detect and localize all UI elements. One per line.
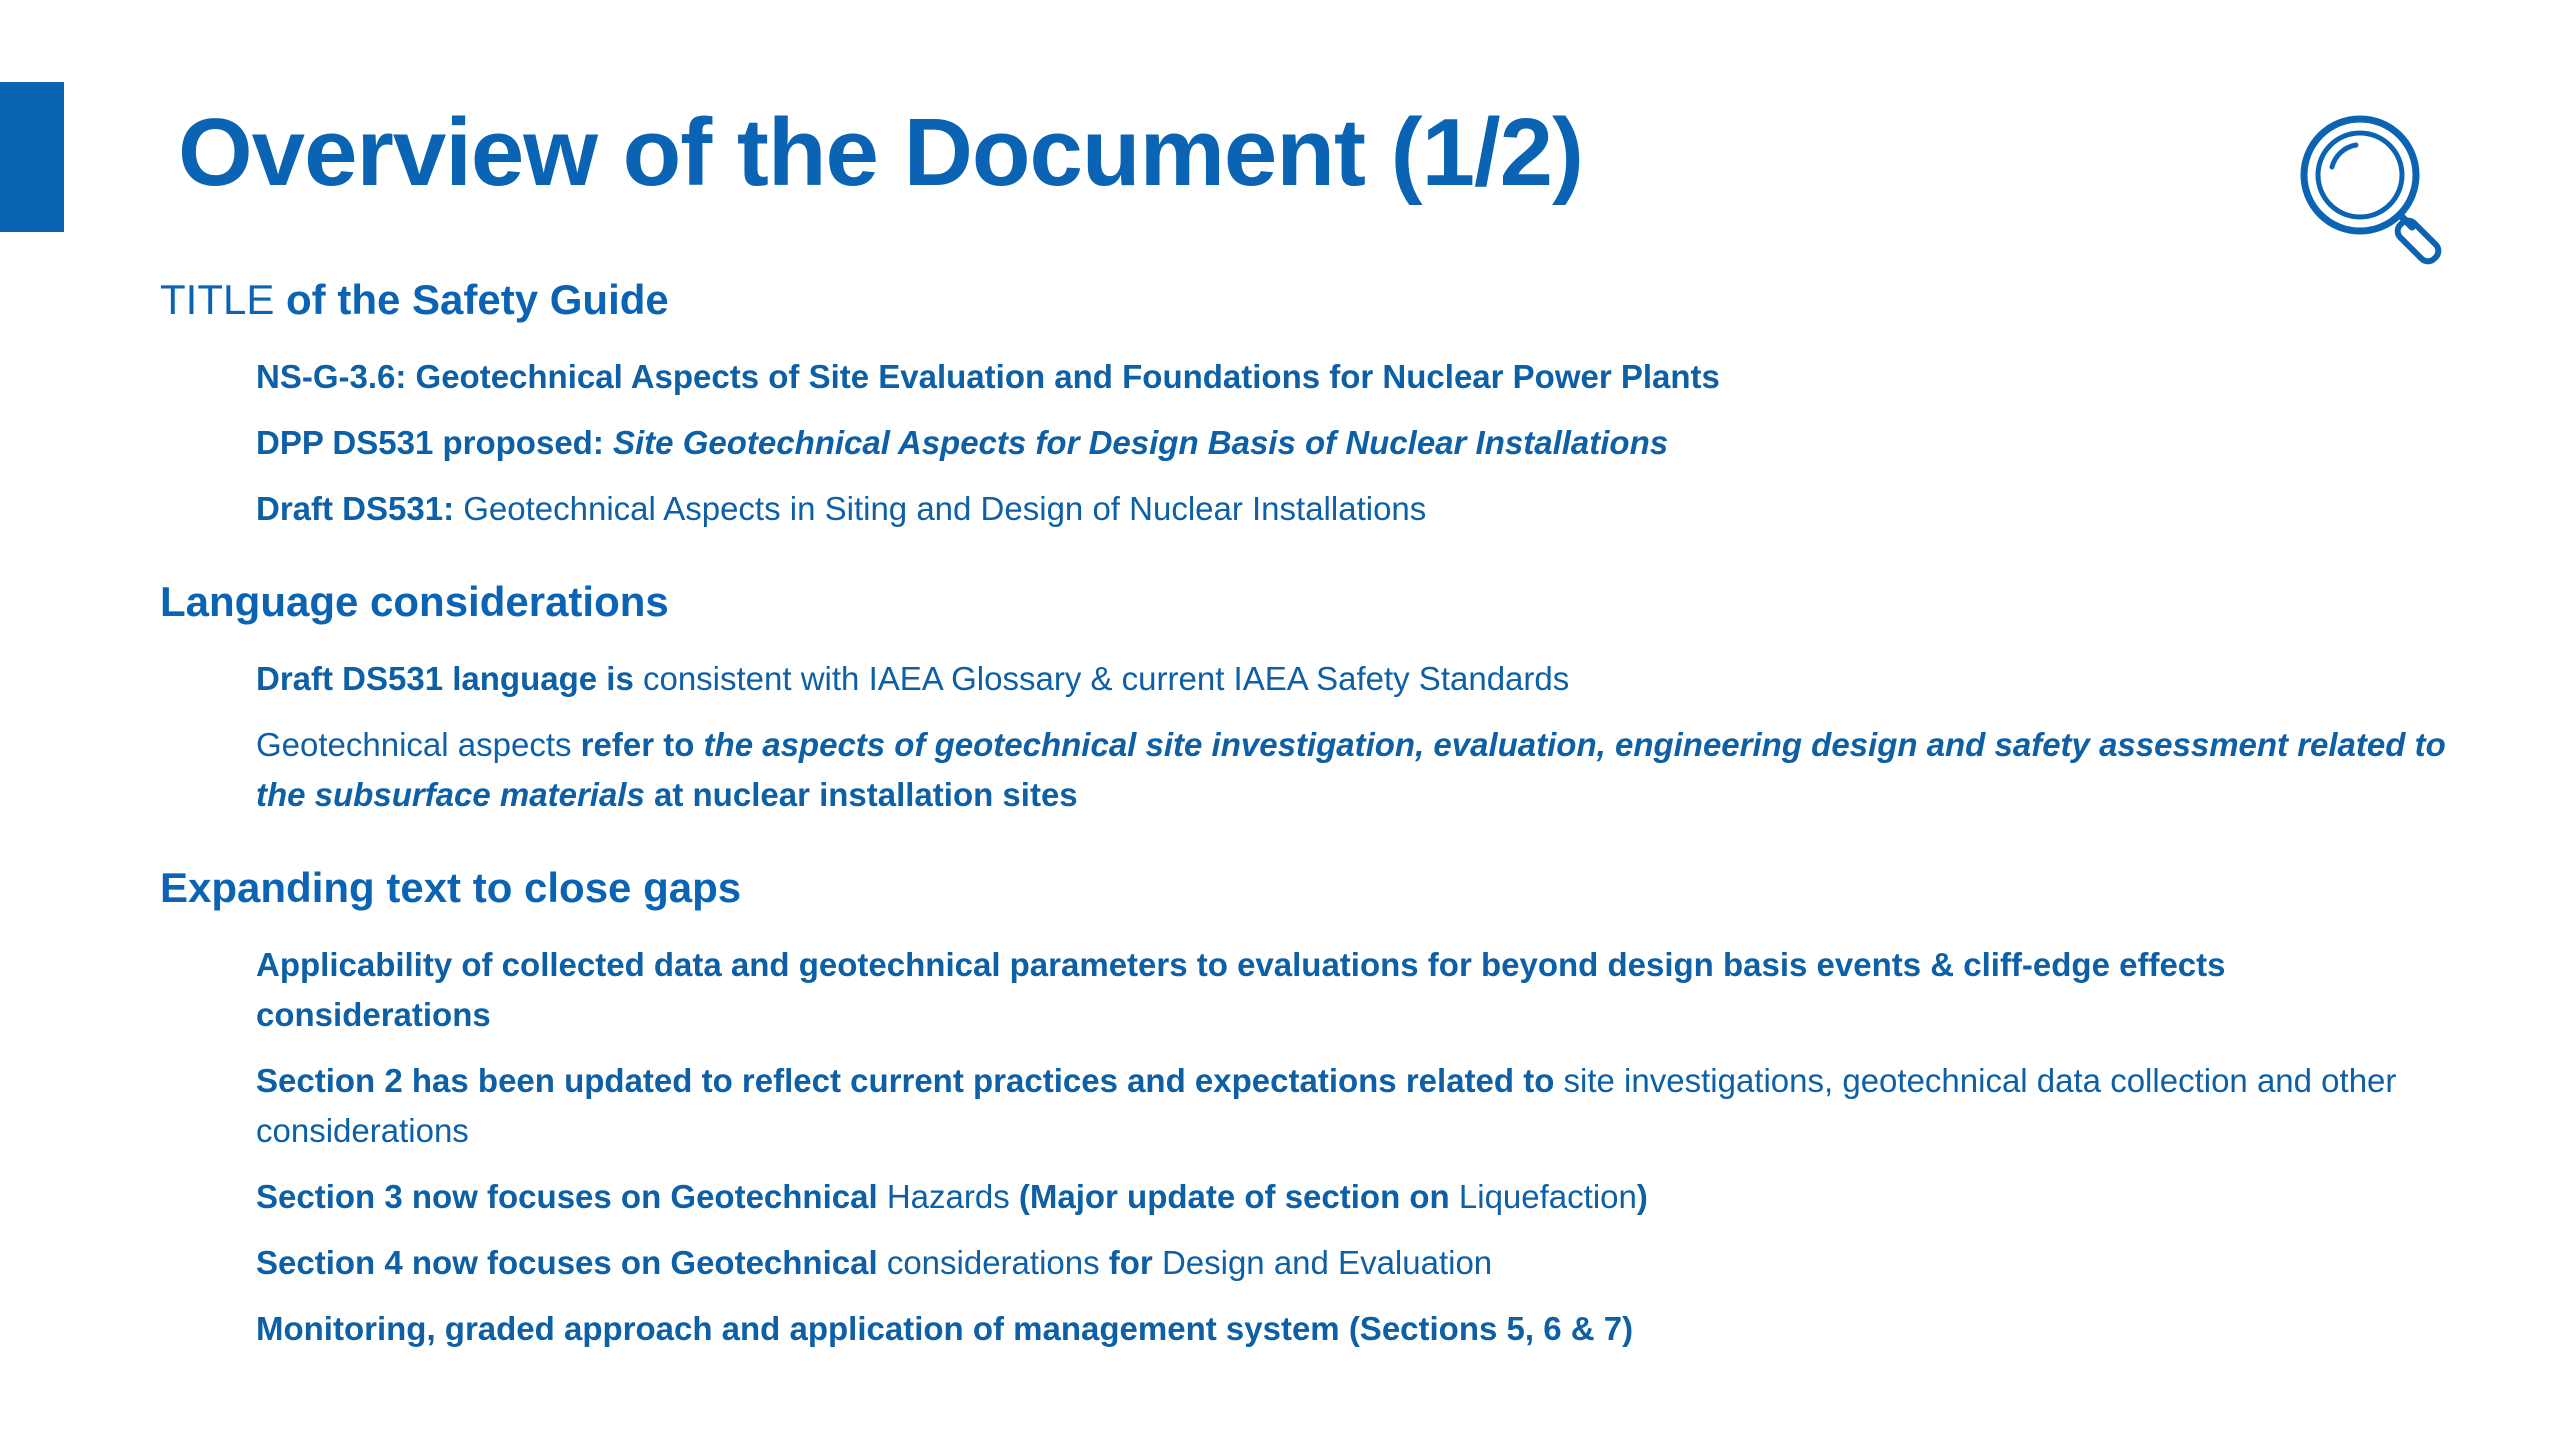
item-text: Geotechnical Aspects in Siting and Design of Nuclear Installations [463, 490, 1427, 527]
list-item [256, 1172, 2460, 1222]
item-text: site investigations, geotechnical data collection and other considerations [256, 1062, 2397, 1149]
content-area [160, 272, 2460, 1370]
section-title-of-safety-guide [160, 272, 2460, 534]
section-heading [160, 272, 2460, 328]
item-text: considerations [886, 1244, 1100, 1281]
item-text: for [1099, 1244, 1162, 1281]
list-item [256, 1056, 2460, 1156]
bullet-list [160, 654, 2460, 820]
item-text: ) [1636, 1178, 1648, 1215]
item-text: Section 4 now focuses on Geotechnical [256, 1244, 887, 1281]
item-text: (Major update of section on [1009, 1178, 1459, 1215]
item-text: Hazards [886, 1178, 1010, 1215]
heading-part: of the Safety Guide [274, 276, 669, 323]
list-item [256, 654, 2460, 704]
item-text: consistent with IAEA Glossary & current IAEA Safety Standards [642, 660, 1570, 697]
item-text: Section 2 has been updated to reflect current practices and expectations related to [256, 1062, 1564, 1099]
title-accent-bar [0, 82, 64, 232]
list-item [256, 484, 2460, 534]
item-text: refer to [571, 726, 704, 763]
item-text: Geotechnical aspects [256, 726, 572, 763]
list-item [256, 940, 2460, 1040]
list-item [256, 352, 2460, 402]
section-language-considerations [160, 574, 2460, 820]
item-text: Site Geotechnical Aspects for Design Basis of Nuclear Installations [613, 424, 1669, 461]
item-text: Design and Evaluation [1161, 1244, 1493, 1281]
list-item [256, 418, 2460, 468]
item-text: DPP DS531 proposed: [256, 424, 613, 461]
bullet-list [160, 352, 2460, 534]
heading-part: TITLE [160, 276, 275, 323]
section-heading: Expanding text to close gaps [160, 864, 742, 911]
bullet-list [160, 940, 2460, 1354]
magnifying-glass-icon [2290, 105, 2460, 275]
item-text: Monitoring, graded approach and application of management system (Sections 5, 6 & 7) [256, 1310, 1634, 1347]
section-expanding-text [160, 860, 2460, 1354]
list-item [256, 720, 2460, 820]
item-text: NS-G-3.6: Geotechnical Aspects of Site Evaluation and Foundations for Nuclear Power Plants [256, 358, 1720, 395]
item-text: Draft DS531 language is [256, 660, 643, 697]
item-text: at nuclear installation sites [644, 776, 1078, 813]
item-text: Section 3 now focuses on Geotechnical [256, 1178, 887, 1215]
item-text: Draft DS531: [256, 490, 464, 527]
item-text: the aspects of geotechnical site investigation, evaluation, engineering design and safety assessment related to the subsurface materials [256, 726, 2446, 813]
item-text: Liquefaction [1458, 1178, 1637, 1215]
list-item [256, 1304, 2460, 1354]
slide-title: Overview of the Document (1/2) [178, 99, 1583, 206]
list-item [256, 1238, 2460, 1288]
section-heading: Language considerations [160, 578, 669, 625]
item-text: Applicability of collected data and geotechnical parameters to evaluations for beyond design basis events & cliff-edge effects considerations [256, 946, 2226, 1033]
